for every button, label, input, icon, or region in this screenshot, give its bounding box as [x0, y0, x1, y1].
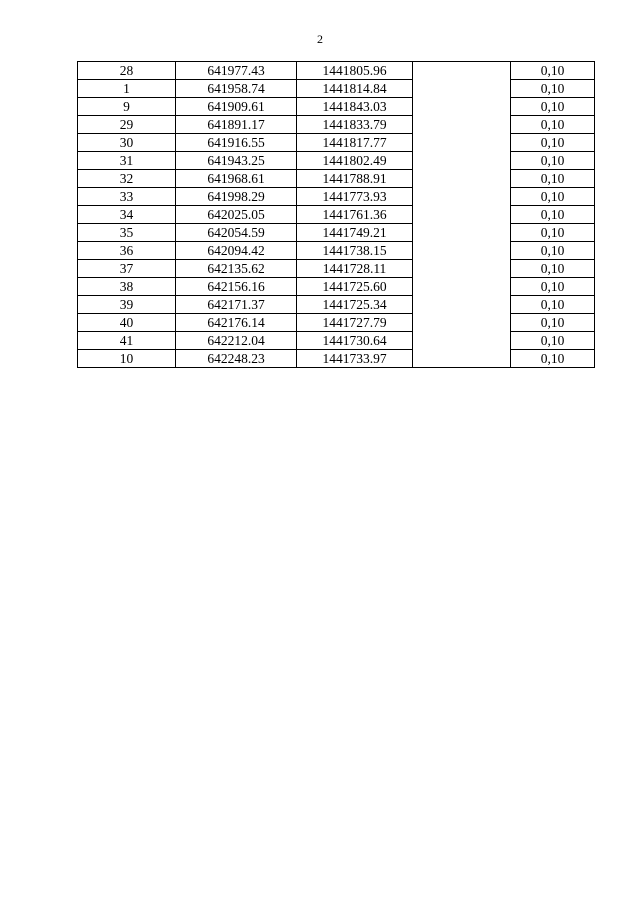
accuracy-cell: 0,10 — [511, 314, 595, 332]
point-number-cell: 31 — [78, 152, 176, 170]
table-row — [78, 242, 595, 260]
point-number-cell: 41 — [78, 332, 176, 350]
x-coordinate-cell: 642212.04 — [176, 332, 297, 350]
coordinates-table-body — [78, 62, 595, 368]
accuracy-cell: 0,10 — [511, 152, 595, 170]
y-coordinate-cell: 1441730.64 — [297, 332, 413, 350]
y-coordinate-cell: 1441725.34 — [297, 296, 413, 314]
accuracy-cell: 0,10 — [511, 206, 595, 224]
x-coordinate-cell: 641958.74 — [176, 80, 297, 98]
y-coordinate-cell: 1441817.77 — [297, 134, 413, 152]
x-coordinate-cell: 642171.37 — [176, 296, 297, 314]
accuracy-cell: 0,10 — [511, 62, 595, 80]
accuracy-cell: 0,10 — [511, 260, 595, 278]
point-number-cell: 28 — [78, 62, 176, 80]
x-coordinate-cell: 641998.29 — [176, 188, 297, 206]
accuracy-cell: 0,10 — [511, 116, 595, 134]
table-row — [78, 98, 595, 116]
point-number-cell: 9 — [78, 98, 176, 116]
accuracy-cell: 0,10 — [511, 188, 595, 206]
table-row — [78, 188, 595, 206]
y-coordinate-cell: 1441738.15 — [297, 242, 413, 260]
point-number-cell: 1 — [78, 80, 176, 98]
table-row — [78, 170, 595, 188]
accuracy-cell: 0,10 — [511, 332, 595, 350]
y-coordinate-cell: 1441833.79 — [297, 116, 413, 134]
point-number-cell: 39 — [78, 296, 176, 314]
accuracy-cell: 0,10 — [511, 170, 595, 188]
table-row — [78, 224, 595, 242]
x-coordinate-cell: 641968.61 — [176, 170, 297, 188]
x-coordinate-cell: 642156.16 — [176, 278, 297, 296]
point-number-cell: 33 — [78, 188, 176, 206]
table-row — [78, 332, 595, 350]
y-coordinate-cell: 1441749.21 — [297, 224, 413, 242]
table-row — [78, 314, 595, 332]
y-coordinate-cell: 1441728.11 — [297, 260, 413, 278]
table-row — [78, 116, 595, 134]
y-coordinate-cell: 1441761.36 — [297, 206, 413, 224]
y-coordinate-cell: 1441802.49 — [297, 152, 413, 170]
table-row — [78, 80, 595, 98]
x-coordinate-cell: 641891.17 — [176, 116, 297, 134]
point-number-cell: 36 — [78, 242, 176, 260]
point-number-cell: 32 — [78, 170, 176, 188]
x-coordinate-cell: 641909.61 — [176, 98, 297, 116]
table-row — [78, 350, 595, 368]
y-coordinate-cell: 1441814.84 — [297, 80, 413, 98]
x-coordinate-cell: 641977.43 — [176, 62, 297, 80]
accuracy-cell: 0,10 — [511, 350, 595, 368]
table-row — [78, 260, 595, 278]
x-coordinate-cell: 642135.62 — [176, 260, 297, 278]
x-coordinate-cell: 641916.55 — [176, 134, 297, 152]
x-coordinate-cell: 642248.23 — [176, 350, 297, 368]
accuracy-cell: 0,10 — [511, 224, 595, 242]
coordinates-table — [77, 61, 595, 368]
merged-empty-cell — [413, 62, 511, 368]
y-coordinate-cell: 1441773.93 — [297, 188, 413, 206]
point-number-cell: 30 — [78, 134, 176, 152]
x-coordinate-cell: 642054.59 — [176, 224, 297, 242]
accuracy-cell: 0,10 — [511, 296, 595, 314]
table-row — [78, 278, 595, 296]
accuracy-cell: 0,10 — [511, 80, 595, 98]
point-number-cell: 38 — [78, 278, 176, 296]
point-number-cell: 37 — [78, 260, 176, 278]
table-row — [78, 152, 595, 170]
table-row — [78, 134, 595, 152]
point-number-cell: 10 — [78, 350, 176, 368]
table-row — [78, 206, 595, 224]
point-number-cell: 34 — [78, 206, 176, 224]
accuracy-cell: 0,10 — [511, 278, 595, 296]
point-number-cell: 29 — [78, 116, 176, 134]
page-number: 2 — [317, 32, 323, 46]
y-coordinate-cell: 1441727.79 — [297, 314, 413, 332]
accuracy-cell: 0,10 — [511, 134, 595, 152]
y-coordinate-cell: 1441788.91 — [297, 170, 413, 188]
table-row — [78, 62, 595, 80]
x-coordinate-cell: 642176.14 — [176, 314, 297, 332]
table-row — [78, 296, 595, 314]
point-number-cell: 40 — [78, 314, 176, 332]
x-coordinate-cell: 642094.42 — [176, 242, 297, 260]
y-coordinate-cell: 1441843.03 — [297, 98, 413, 116]
x-coordinate-cell: 641943.25 — [176, 152, 297, 170]
y-coordinate-cell: 1441733.97 — [297, 350, 413, 368]
y-coordinate-cell: 1441725.60 — [297, 278, 413, 296]
accuracy-cell: 0,10 — [511, 98, 595, 116]
x-coordinate-cell: 642025.05 — [176, 206, 297, 224]
y-coordinate-cell: 1441805.96 — [297, 62, 413, 80]
accuracy-cell: 0,10 — [511, 242, 595, 260]
point-number-cell: 35 — [78, 224, 176, 242]
